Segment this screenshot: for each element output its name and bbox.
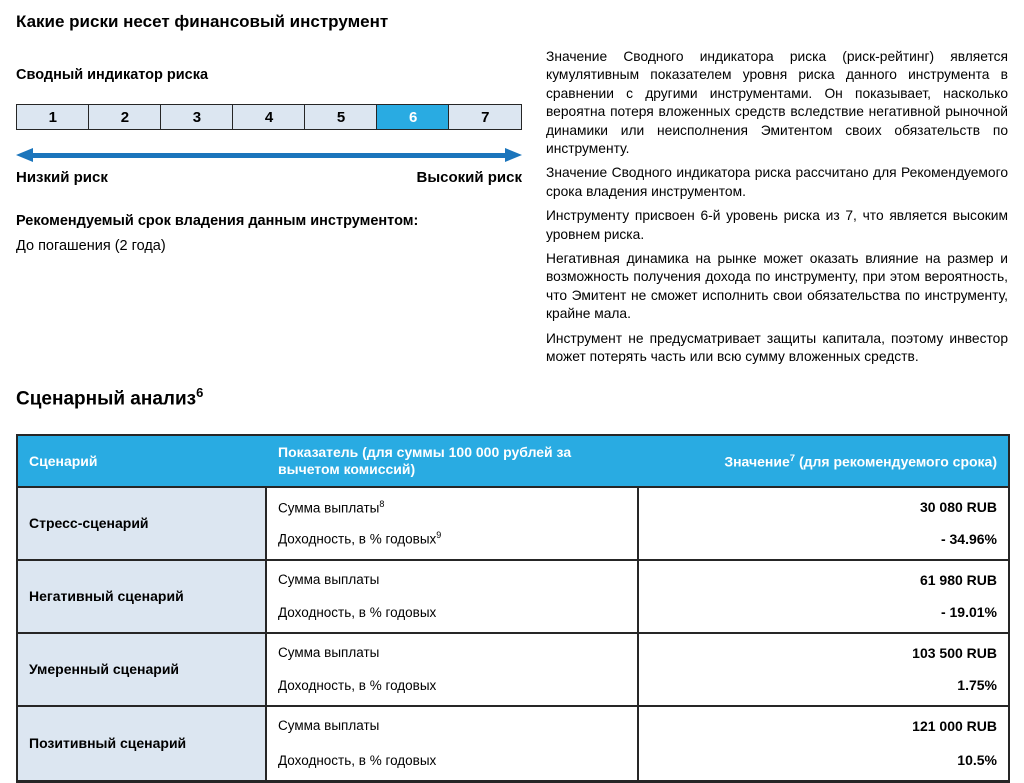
metric-value: 121 000 RUB — [912, 717, 997, 734]
risk-scale — [16, 104, 522, 130]
scenario-name: Позитивный сценарий — [18, 707, 267, 780]
metric-labels — [267, 561, 639, 632]
top-section — [16, 32, 1008, 373]
scenario-analysis-table — [16, 434, 1010, 783]
metric-value: 1.75% — [957, 676, 997, 693]
arrow-bar — [33, 153, 505, 158]
description-paragraph: Негативная динамика на рынке может оказать влияние на размер и возможность получения дохода по инструменту, при этом вероятность, что Эмитент не сможет исполнить свои обязательства по инструменту, крайне мала. — [546, 251, 1008, 322]
metric-values — [639, 634, 1008, 705]
page-title: Какие риски несет финансовый инструмент — [16, 12, 389, 31]
metric-value: - 19.01% — [940, 603, 997, 620]
arrow-right-head-icon — [505, 148, 522, 162]
metric-footnote: 9 — [436, 530, 442, 541]
description-paragraph: Инструменту присвоен 6-й уровень риска из 7, что является высоким уровнем риска. — [546, 208, 1008, 242]
metric-values — [639, 488, 1008, 559]
description-paragraph: Значение Сводного индикатора риска (риск-рейтинг) является кумулятивным показателем уровня риска данного инструмента в сравнении с другими инструментами. Он показывает, насколько вероятна потеря вложенных средств вследствие негативной рыночной динамики или неисполнения Эмитентом своих обязательств по инструменту. — [546, 49, 1008, 157]
risk-level-6-selected: 6 — [376, 104, 450, 130]
metric-footnote: 8 — [379, 498, 385, 509]
scenario-title-footnote: 6 — [196, 384, 204, 400]
metric-labels — [267, 707, 639, 780]
risk-indicator-section — [16, 32, 522, 373]
metric-value: 103 500 RUB — [912, 644, 997, 661]
table-row — [18, 561, 1008, 634]
holding-period-title: Рекомендуемый срок владения данным инструментом: — [16, 213, 419, 229]
scenario-name: Негативный сценарий — [18, 561, 267, 632]
arrow-left-head-icon — [16, 148, 33, 162]
low-risk-label: Низкий риск — [16, 169, 108, 186]
risk-range-arrow — [16, 148, 522, 162]
risk-level-1: 1 — [16, 104, 90, 130]
table-row — [18, 634, 1008, 707]
header-value-text: Значение$^7$ (для рекомендуемого срока) — [724, 452, 997, 470]
header-value — [639, 436, 1008, 486]
metric-labels — [267, 488, 639, 559]
metric-label: Доходность, в % годовых — [278, 677, 437, 693]
risk-level-4: 4 — [232, 104, 306, 130]
holding-period-value: До погашения (2 года) — [16, 238, 166, 254]
metric-labels — [267, 634, 639, 705]
risk-level-2: 2 — [88, 104, 162, 130]
table-header-row — [18, 436, 1008, 488]
description-paragraph: Инструмент не предусматривает защиты капитала, поэтому инвестор может потерять часть или всю сумму вложенных средств. — [546, 330, 1008, 365]
risk-level-7: 7 — [448, 104, 522, 130]
metric-value: 61 980 RUB — [919, 571, 997, 588]
table-row — [18, 488, 1008, 561]
metric-label: Сумма выплаты$^8$ — [278, 498, 385, 516]
metric-label: Сумма выплаты — [278, 644, 380, 660]
metric-label: Доходность, в % годовых$^9$ — [278, 530, 442, 547]
header-indicator — [267, 436, 639, 486]
header-indicator-text: Показатель (для суммы 100 000 рублей за вычетом комиссий) — [278, 443, 572, 477]
metric-value: 30 080 RUB — [919, 498, 997, 515]
metric-label: Доходность, в % годовых — [278, 604, 437, 620]
metric-value: - 34.96% — [940, 530, 997, 547]
high-risk-label: Высокий риск — [416, 169, 522, 186]
metric-values — [639, 707, 1008, 780]
scenario-analysis-title-text: Сценарный анализ — [16, 387, 197, 409]
metric-value: 10.5% — [957, 751, 997, 768]
scenario-name: Стресс-сценарий — [18, 488, 267, 559]
table-row — [18, 707, 1008, 780]
header-scenario: Сценарий — [29, 452, 98, 469]
header-value-footnote: 7 — [789, 452, 796, 464]
metric-label: Сумма выплаты — [278, 717, 380, 733]
metric-label: Сумма выплаты — [278, 571, 380, 587]
risk-description — [546, 32, 1008, 373]
risk-scale-labels — [16, 169, 522, 186]
description-paragraph: Значение Сводного индикатора риска рассчитано для Рекомендуемого срока владения инструментом. — [546, 165, 1008, 199]
metric-values — [639, 561, 1008, 632]
scenario-name: Умеренный сценарий — [18, 634, 267, 705]
risk-level-3: 3 — [160, 104, 234, 130]
risk-level-5: 5 — [304, 104, 378, 130]
scenario-analysis-title — [16, 385, 1008, 410]
metric-label: Доходность, в % годовых — [278, 752, 437, 768]
risk-indicator-title: Сводный индикатор риска — [16, 67, 209, 83]
